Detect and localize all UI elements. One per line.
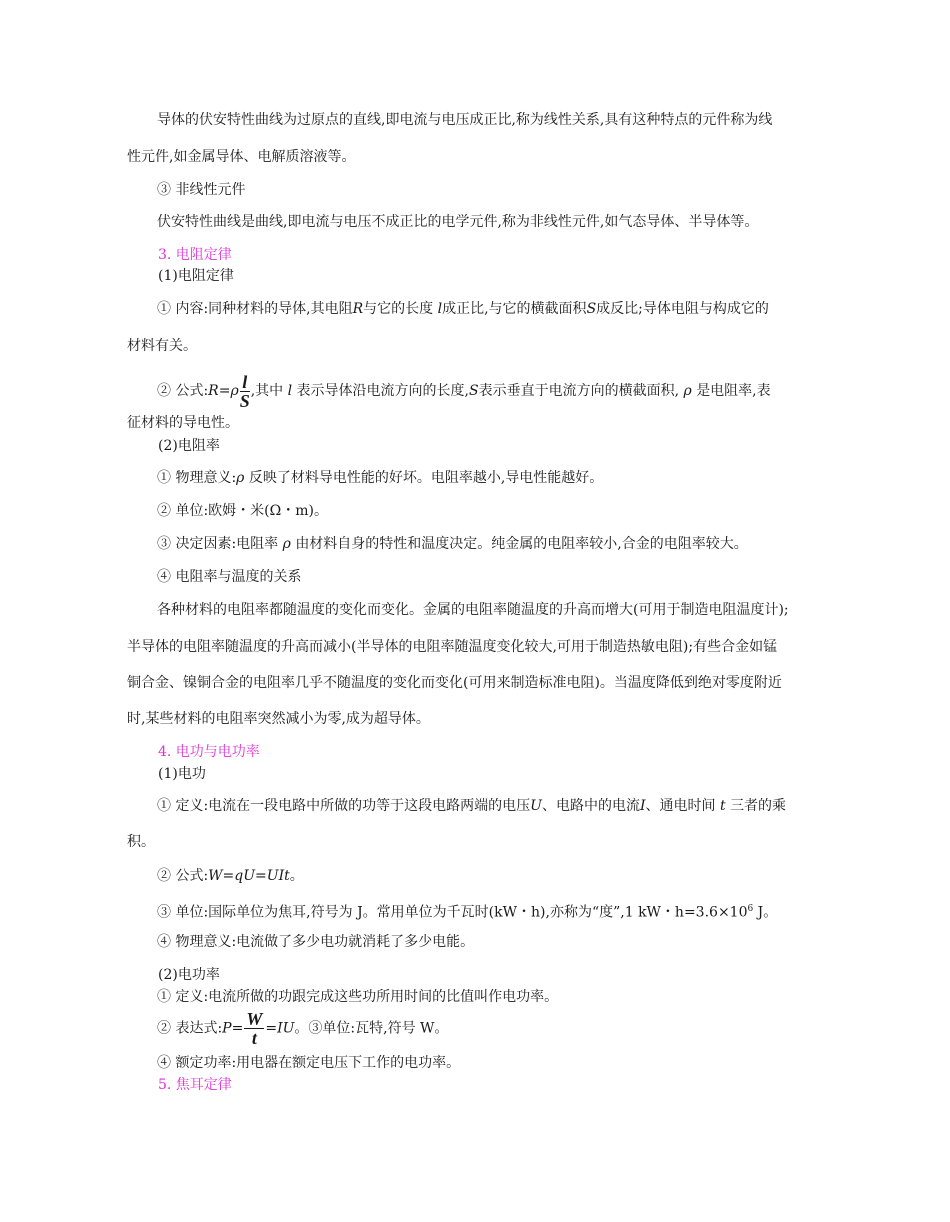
resistivity-temperature-heading: ④ 电阻率与温度的关系 (157, 569, 302, 585)
resistivity-factor-line (157, 534, 748, 554)
math-symbol: l (287, 383, 293, 399)
text-span: 反映了材料导电性能的好坏。电阻率越小,导电性能越好。 (248, 470, 604, 486)
section-heading-resistance-law: 3. 电阻定律 (158, 247, 232, 263)
exponent: 6 (747, 904, 754, 914)
math-symbol: S (469, 383, 479, 399)
text-span: 表示垂直于电流方向的横截面积, (478, 383, 680, 399)
section-heading-electric-work: 4. 电功与电功率 (158, 744, 260, 760)
fraction-denominator: t (251, 1028, 257, 1048)
text-span: ① 定义:电流在一段电路中所做的功等于这段电路两端的电压 (157, 798, 531, 814)
math-symbol: I (639, 798, 646, 814)
paragraph-line: 半导体的电阻率随温度的升高而减小(半导体的电阻率随温度变化较大,可用于制造热敏电阻);有些合金如锰 (127, 639, 778, 655)
math-symbol: U (530, 798, 542, 814)
resistivity-meaning-line (157, 468, 603, 488)
math-symbol: P= (222, 1020, 244, 1037)
text-span: 成反比;导体电阻与构成它的 (596, 301, 769, 317)
paragraph-line: 各种材料的电阻率都随温度的变化而变化。金属的电阻率随温度的升高而增大(可用于制造电阻温度计); (157, 602, 789, 618)
text-span: 。③单位:瓦特,符号 W。 (294, 1020, 449, 1037)
law-content-line (157, 299, 769, 319)
paragraph-line: 时,某些材料的电阻率突然减小为零,成为超导体。 (127, 711, 430, 727)
fraction-w-over-t (244, 1010, 264, 1047)
subheading-resistivity: (2)电阻率 (158, 438, 220, 454)
math-symbol: R=ρ (208, 383, 239, 399)
text-span: ② 公式: (157, 868, 209, 884)
text-span: ③ 单位:国际单位为焦耳,符号为 J。常用单位为千瓦时(kW・h),亦称为“度”,1 kW・h=3.6×10 (157, 904, 748, 921)
math-symbol: S (586, 301, 597, 317)
text-span: ③ 决定因素:电阻率 (157, 536, 279, 552)
text-span: J。 (753, 904, 778, 921)
text-span: ① 物理意义: (157, 470, 237, 486)
fraction-l-over-s (240, 373, 250, 410)
paragraph-line: 积。 (127, 834, 155, 850)
paragraph-line: 材料有关。 (127, 338, 197, 354)
math-symbol: l (437, 301, 443, 317)
paragraph-line: 性元件,如金属导体、电解质溶液等。 (127, 149, 356, 165)
text-span: 三者的乘 (730, 798, 787, 814)
math-symbol: t (719, 798, 726, 814)
paragraph-line: 铜合金、镍铜合金的电阻率几乎不随温度的变化而变化(可用来制造标准电阻)。当温度降低到绝对零度附近 (127, 675, 782, 691)
fraction-denominator: S (239, 390, 250, 411)
work-formula-line (157, 866, 304, 886)
text-span: 、通电时间 (645, 798, 716, 814)
formula-line (157, 372, 771, 410)
math-symbol: ρ (236, 470, 245, 486)
paragraph-line: 征材料的导电性。 (127, 415, 239, 431)
text-span: ② 公式: (157, 383, 209, 399)
paragraph-line: 伏安特性曲线是曲线,即电流与电压不成正比的电学元件,称为非线性元件,如气态导体、半导体等。 (157, 214, 759, 230)
math-formula: W=qU=UIt (208, 868, 290, 884)
power-expression-line (157, 1010, 448, 1047)
rated-power-line: ④ 额定功率:用电器在额定电压下工作的电功率。 (157, 1055, 461, 1071)
fraction-numerator: l (240, 373, 250, 392)
text-span: ② 表达式: (157, 1020, 223, 1037)
text-span: ,其中 (250, 383, 284, 399)
math-symbol: ρ (282, 536, 291, 552)
text-span: 、电路中的电流 (541, 798, 640, 814)
text-span: 与它的长度 (363, 301, 434, 317)
text-span: 是电阻率,表 (696, 383, 771, 399)
text-span: 表示导体沿电流方向的长度, (296, 383, 469, 399)
list-item-nonlinear: ③ 非线性元件 (157, 182, 246, 198)
subheading-resistance-law: (1)电阻定律 (158, 268, 234, 284)
power-definition-line: ① 定义:电流所做的功跟完成这些功所用时间的比值叫作电功率。 (157, 989, 559, 1005)
resistivity-unit-line: ② 单位:欧姆・米(Ω・m)。 (157, 503, 328, 519)
text-span: 成正比,与它的横截面积 (442, 301, 587, 317)
section-heading-joule-law: 5. 焦耳定律 (158, 1077, 232, 1093)
math-formula: =IU (265, 1020, 295, 1037)
text-span: 。 (289, 868, 304, 884)
subheading-electric-work: (1)电功 (158, 766, 206, 782)
subheading-electric-power: (2)电功率 (158, 967, 220, 983)
work-definition-line (157, 796, 786, 816)
work-unit-line (157, 899, 777, 923)
text-span: 由材料自身的特性和温度决定。纯金属的电阻率较小,合金的电阻率较大。 (295, 536, 748, 552)
math-symbol: R (352, 301, 364, 317)
math-symbol: ρ (683, 383, 692, 399)
work-meaning-line: ④ 物理意义:电流做了多少电功就消耗了多少电能。 (157, 934, 475, 950)
paragraph-line: 导体的伏安特性曲线为过原点的直线,即电流与电压成正比,称为线性关系,具有这种特点的元件称为线 (157, 112, 773, 128)
fraction-numerator: W (246, 1009, 263, 1029)
text-span: ① 内容:同种材料的导体,其电阻 (157, 301, 353, 317)
